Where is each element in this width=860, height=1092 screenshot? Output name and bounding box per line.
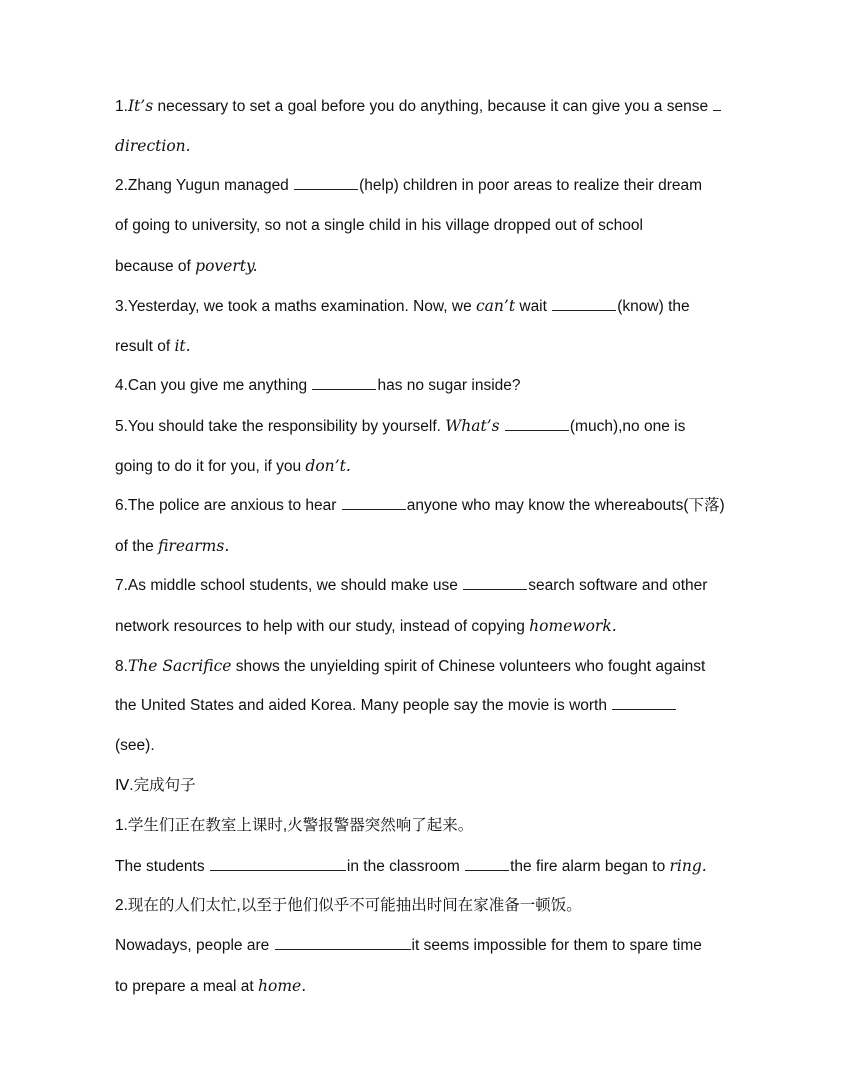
s1-text-c: the fire alarm began to	[510, 858, 670, 875]
sentence-2-english-line-2	[115, 966, 755, 1006]
q4-text-a: 4.Can you give me anything	[115, 377, 312, 394]
q3-text-d: (know) the	[617, 298, 690, 315]
q8-text-d: (see).	[115, 737, 155, 754]
section-title: Ⅳ.完成句子	[115, 777, 196, 794]
question-3-line-1	[115, 286, 755, 326]
q1-italic-direction: direction.	[115, 137, 191, 155]
q7-text-c: network resources to help with our study, instead of copying	[115, 618, 530, 635]
q1-text: necessary to set a goal before you do anything, because it can give you a sense	[153, 98, 713, 115]
q2-text-b: (help) children in poor areas to realize their dream	[359, 177, 703, 194]
q7-text-a: 7.As middle school students, we should make use	[115, 577, 463, 594]
q6-text-b: anyone who may know the whereabouts(下落)	[406, 497, 725, 514]
q3-blank[interactable]	[552, 309, 616, 311]
sentence-1-english	[115, 846, 755, 886]
question-4-line-1	[115, 366, 755, 406]
q3-italic-it: it.	[174, 337, 191, 355]
q3-text-e: result of	[115, 338, 175, 355]
sentence-1-chinese	[115, 806, 755, 846]
q6-text-a: 6.The police are anxious to hear	[115, 497, 341, 514]
s2-text-b: it seems impossible for them to spare time	[411, 937, 702, 954]
s1-chinese-prompt: 1.学生们正在教室上课时,火警报警器突然响了起来。	[115, 817, 474, 834]
s1-italic-ring: ring.	[669, 857, 707, 875]
s2-italic-home: home.	[258, 977, 307, 995]
q5-italic-dont: don’t.	[305, 457, 351, 475]
question-2-line-3	[115, 246, 755, 286]
q5-text-e: going to do it for you, if you	[115, 458, 306, 475]
q7-blank[interactable]	[463, 588, 527, 590]
q5-text-d: (much),no one is	[569, 418, 686, 435]
q8-blank[interactable]	[612, 708, 676, 710]
question-8-line-3	[115, 726, 755, 766]
question-7-line-1	[115, 566, 755, 606]
q5-text-a: 5.You should take the responsibility by yourself.	[115, 418, 446, 435]
q3-text-c: wait	[515, 298, 552, 315]
question-3-line-2	[115, 326, 755, 366]
q2-text-a: 2.Zhang Yugun managed	[115, 177, 294, 194]
q7-italic-homework: homework.	[529, 617, 617, 635]
section-heading	[115, 766, 755, 806]
s1-text-a: The students	[115, 858, 209, 875]
q2-text-d: because of	[115, 258, 196, 275]
q4-text-b: has no sugar inside?	[377, 377, 521, 394]
q5-space	[500, 418, 504, 435]
q8-text-c: the United States and aided Korea. Many people say the movie is worth	[115, 697, 612, 714]
question-1-line-2	[115, 126, 755, 166]
q2-italic-poverty: poverty.	[195, 257, 258, 275]
question-8-line-1	[115, 646, 755, 686]
s1-blank-1[interactable]	[210, 869, 346, 871]
s2-chinese-prompt: 2.现在的人们太忙,以至于他们似乎不可能抽出时间在家准备一顿饭。	[115, 897, 582, 914]
sentence-2-english-line-1	[115, 926, 755, 966]
question-6-line-2	[115, 526, 755, 566]
question-6-line-1	[115, 486, 755, 526]
q8-text-b: shows the unyielding spirit of Chinese volunteers who fought against	[231, 658, 706, 675]
q8-italic-title: The Sacrifice	[127, 657, 232, 675]
q6-text-c: of the	[115, 538, 159, 555]
q5-italic-whats: What’s	[445, 417, 500, 435]
q3-text-a: 3.Yesterday, we took a maths examination. Now, we	[115, 298, 476, 315]
s2-text-a: Nowadays, people are	[115, 937, 274, 954]
question-7-line-2	[115, 606, 755, 646]
q2-blank[interactable]	[294, 188, 358, 190]
s1-text-b: in the classroom	[346, 858, 465, 875]
s2-blank[interactable]	[275, 948, 411, 950]
question-2-line-2	[115, 206, 755, 246]
q2-text-c: of going to university, so not a single child in his village dropped out of school	[115, 217, 643, 234]
q6-blank[interactable]	[342, 508, 406, 510]
s2-text-c: to prepare a meal at	[115, 978, 259, 995]
s1-blank-2[interactable]	[465, 869, 509, 871]
q1-blank[interactable]	[713, 109, 721, 111]
q7-text-b: search software and other	[528, 577, 708, 594]
sentence-2-chinese	[115, 886, 755, 926]
q1-italic-its: It’s	[127, 97, 154, 115]
q4-blank[interactable]	[312, 388, 376, 390]
question-5-line-1	[115, 406, 755, 446]
question-8-line-2	[115, 686, 755, 726]
question-1-line-1	[115, 86, 755, 126]
q1-number: 1.	[115, 98, 128, 115]
question-5-line-2	[115, 446, 755, 486]
q5-blank[interactable]	[505, 429, 569, 431]
q6-italic-firearms: firearms.	[158, 537, 230, 555]
q3-italic-cant: can’t	[476, 297, 516, 315]
q8-number: 8.	[115, 658, 128, 675]
question-2-line-1	[115, 166, 755, 206]
worksheet	[115, 86, 755, 1006]
